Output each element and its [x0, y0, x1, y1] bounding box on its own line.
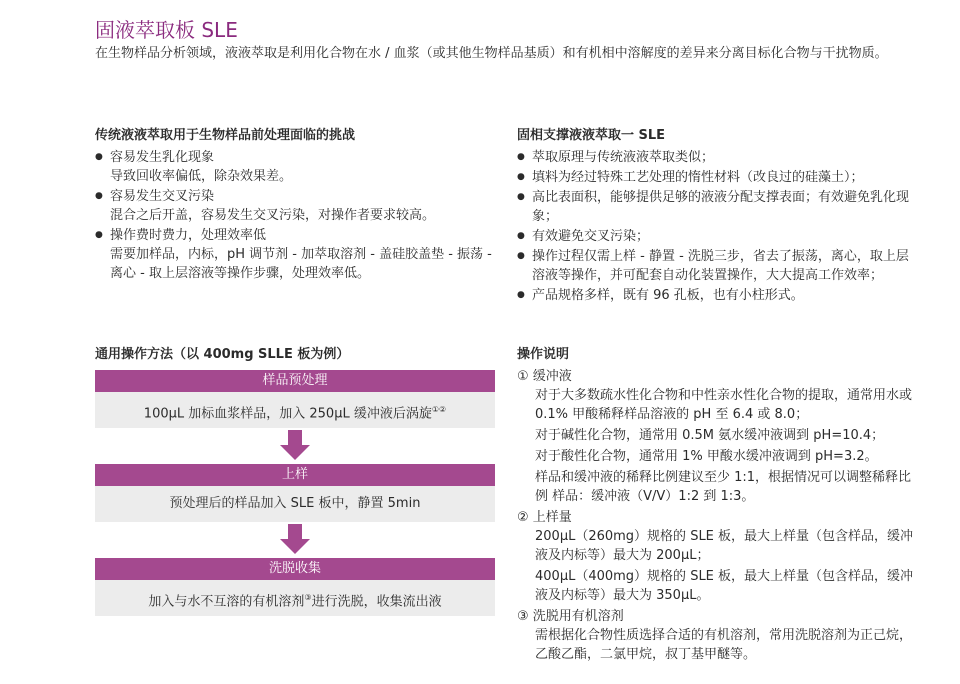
- sle-section: [517, 127, 917, 306]
- notes-section: [517, 346, 917, 666]
- note-title: ① 缓冲液: [517, 369, 572, 384]
- step-box-loading: [95, 486, 495, 522]
- sle-heading: 固相支撑液液萃取一 SLE: [517, 128, 666, 143]
- challenge-detail: 导致回收率偏低，除杂效果差。: [110, 169, 293, 184]
- challenge-item: [95, 148, 495, 186]
- challenge-detail: 混合之后开盖，容易发生交叉污染，对操作者要求较高。: [110, 208, 436, 223]
- note-paragraph: 需根据化合物性质选择合适的有机溶剂，常用洗脱溶剂为正己烷，乙酸乙酯，二氯甲烷，叔丁基甲醚等。: [535, 628, 913, 662]
- step-band-loading: 上样: [95, 464, 495, 486]
- down-arrow-icon: [280, 428, 310, 464]
- step-footnote: ③: [304, 593, 312, 602]
- challenge-title: ● 容易发生乳化现象: [110, 150, 215, 165]
- challenge-item: [95, 226, 495, 283]
- sle-item: ● 填料为经过特殊工艺处理的惰性材料（改良过的硅藻土）；: [517, 168, 917, 187]
- sle-item: ● 高比表面积，能够提供足够的液液分配支撑表面；有效避免乳化现象；: [517, 188, 917, 226]
- step-text: 进行洗脱，收集流出液: [311, 594, 442, 610]
- challenge-detail: 需要加样品，内标，pH 调节剂 - 加萃取溶剂 - 盖硅胶盖垫 - 振荡 - 离心 - 取上层溶液等操作步骤，处理效率低。: [110, 247, 492, 281]
- method-flow: [95, 370, 495, 616]
- sle-item: ● 萃取原理与传统液液萃取类似；: [517, 148, 917, 167]
- sle-item: ● 操作过程仅需上样 - 静置 - 洗脱三步，省去了振荡，离心，取上层溶液等操作，并可配套自动化装置操作，大大提高工作效率；: [517, 247, 917, 285]
- intro-paragraph: 在生物样品分析领域，液液萃取是利用化合物在水 / 血浆（或其他生物样品基质）和有机相中溶解度的差异来分离目标化合物与干扰物质。: [95, 46, 888, 61]
- note-paragraph: 400μL（400mg）规格的 SLE 板，最大上样量（包含样品，缓冲液及内标等）最大为 350μL。: [535, 569, 914, 603]
- note-title: ③ 洗脱用有机溶剂: [517, 609, 624, 624]
- step-band-pretreatment: 样品预处理: [95, 370, 495, 392]
- step-text: 100μL 加标血浆样品，加入 250μL 缓冲液后涡旋: [143, 406, 432, 422]
- challenge-title: ● 容易发生交叉污染: [110, 189, 215, 204]
- note-paragraph: 对于碱性化合物，通常用 0.5M 氨水缓冲液调到 pH=10.4；: [535, 428, 885, 443]
- challenge-title: ● 操作费时费力，处理效率低: [110, 228, 267, 243]
- method-heading: 通用操作方法（以 400mg SLLE 板为例）: [95, 347, 350, 362]
- step-box-elution: [95, 580, 495, 616]
- note-paragraph: 样品和缓冲液的稀释比例建议至少 1:1，根据情况可以调整稀释比例 样品：缓冲液（V/V）1:2 到 1:3。: [535, 470, 912, 504]
- step-box-pretreatment: [95, 392, 495, 428]
- method-section: [95, 346, 495, 616]
- notes-heading: 操作说明: [517, 347, 570, 362]
- sle-item: ● 产品规格多样，既有 96 孔板，也有小柱形式。: [517, 286, 917, 305]
- step-band-elution: 洗脱收集: [95, 558, 495, 580]
- challenge-item: [95, 187, 495, 225]
- challenges-heading: 传统液液萃取用于生物样品前处理面临的挑战: [95, 128, 356, 143]
- step-text: 预处理后的样品加入 SLE 板中，静置 5min: [169, 496, 421, 511]
- page-title: 固液萃取板 SLE: [95, 18, 238, 42]
- note-paragraph: 200μL（260mg）规格的 SLE 板，最大上样量（包含样品，缓冲液及内标等）最大为 200μL；: [535, 529, 914, 563]
- note-title: ② 上样量: [517, 510, 572, 525]
- note-paragraph: 对于酸性化合物，通常用 1% 甲酸水缓冲液调到 pH=3.2。: [535, 449, 878, 464]
- step-footnote: ①②: [431, 405, 447, 414]
- challenges-section: [95, 127, 495, 284]
- step-text: 加入与水不互溶的有机溶剂: [148, 594, 305, 610]
- down-arrow-icon: [280, 522, 310, 558]
- note-paragraph: 对于大多数疏水性化合物和中性亲水性化合物的提取，通常用水或 0.1% 甲酸稀释样品溶液的 pH 至 6.4 或 8.0；: [535, 388, 913, 422]
- sle-item: ● 有效避免交叉污染；: [517, 227, 917, 246]
